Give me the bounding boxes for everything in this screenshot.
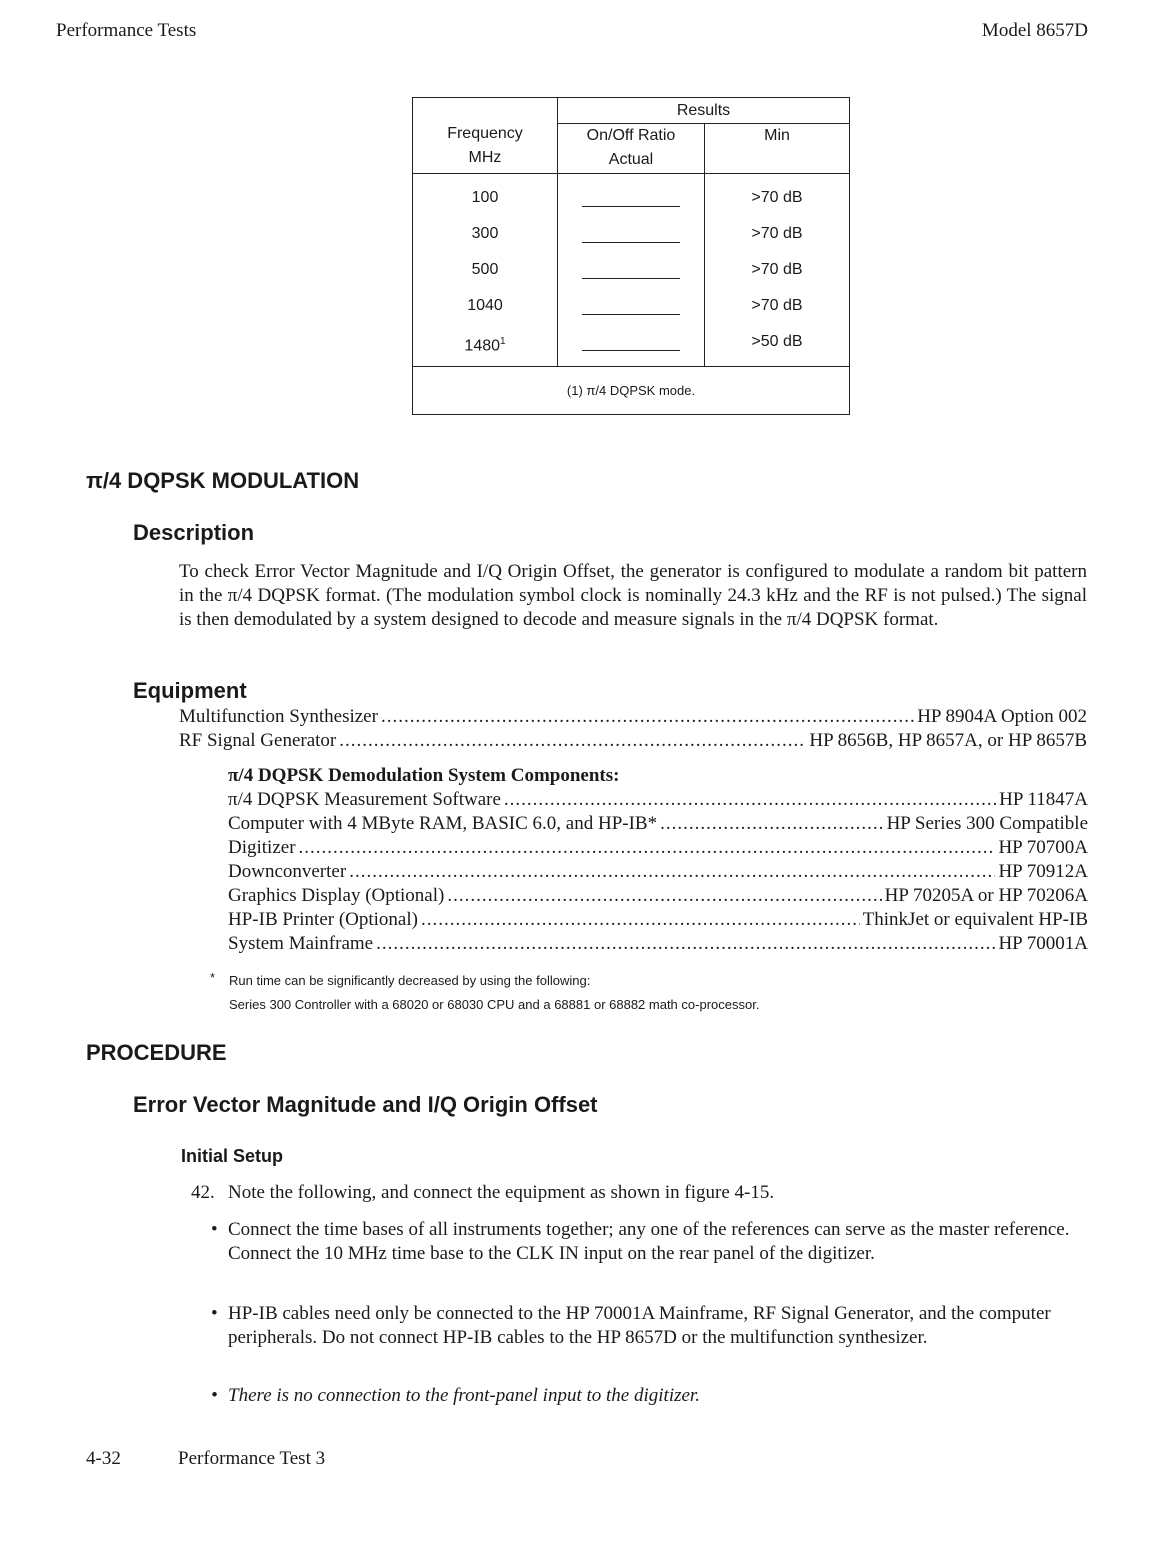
demod-components-heading: π/4 DQPSK Demodulation System Components: (228, 765, 620, 786)
frequency-unit: MHz (468, 148, 502, 166)
step-text: Note the following, and connect the equipment as shown in figure 4-15. (228, 1182, 775, 1203)
col-group-results: Results (558, 98, 850, 124)
frequency-column (413, 174, 558, 367)
actual-label: On/Off Ratio (586, 127, 676, 144)
equipment-item: Digitizer ..... HP 70700A (228, 836, 1088, 860)
actual-entry-blank[interactable] (582, 332, 680, 351)
actual-entry-blank[interactable] (582, 296, 680, 315)
equipment-footnote-mark: * (210, 970, 216, 985)
results-table (412, 97, 850, 415)
actual-entry-blank[interactable] (582, 224, 680, 243)
description-text: To check Error Vector Magnitude and I/Q Origin Offset, the generator is configured to modulate a random bit pattern in the π/4 DQPSK format. (The modulation symbol clock is nominally 24.3 kHz and the RF is not pulsed.) The signal is then demodulated by a system designed to decode and measure signals in the π/4 DQPSK format. (179, 561, 1087, 630)
actual-entry-blank[interactable] (582, 188, 680, 207)
description-heading: Description (133, 520, 255, 545)
equipment-item: Computer with 4 MByte RAM, BASIC 6.0, and HP-IB* ..... HP Series 300 Compatible (228, 812, 1088, 836)
running-header-left: Performance Tests (56, 20, 197, 41)
procedure-heading: PROCEDURE (86, 1040, 227, 1065)
equipment-item: HP-IB Printer (Optional) ..... ThinkJet or equivalent HP-IB (228, 908, 1088, 932)
equipment-item: RF Signal Generator ..... HP 8656B, HP 8657A, or HP 8657B (179, 729, 1087, 753)
demod-components-list (228, 764, 1088, 956)
equipment-item: Downconverter ..... HP 70912A (228, 860, 1088, 884)
table-footnote: (1) π/4 DQPSK mode. (413, 367, 850, 415)
equipment-item: System Mainframe ..... HP 70001A (228, 932, 1088, 956)
equipment-heading: Equipment (133, 678, 247, 703)
equipment-list (179, 705, 1087, 753)
bullet-item: • Connect the time bases of all instruments together; any one of the references can serve as the master reference. Connect the 10 MHz time base to the CLK IN input on the rear panel of the digitizer. (211, 1219, 1070, 1264)
equipment-footnote-2: Series 300 Controller with a 68020 or 68030 CPU and a 68881 or 68882 math co-processor. (229, 997, 760, 1012)
footer-section: Performance Test 3 (178, 1448, 326, 1469)
col-header-frequency (413, 98, 558, 174)
col-header-min: Min (705, 124, 850, 174)
table-row-freq: 1040 (467, 297, 503, 314)
table-row-freq: 300 (471, 225, 499, 242)
procedure-subheading: Error Vector Magnitude and I/Q Origin Offset (133, 1092, 598, 1117)
bullet-item: • HP-IB cables need only be connected to the HP 70001A Mainframe, RF Signal Generator, and the computer peripherals. Do not connect HP-IB cables to the HP 8657D or the multifunction synthesizer. (211, 1303, 1051, 1348)
actual-sub-label: Actual (608, 151, 654, 168)
table-row-freq: 500 (471, 261, 499, 278)
page-number: 4-32 (86, 1448, 121, 1469)
col-header-actual (558, 124, 705, 174)
table-row-freq: 1480$^1$ (464, 336, 506, 355)
initial-setup-heading: Initial Setup (181, 1146, 284, 1166)
frequency-label: Frequency (447, 124, 523, 142)
equipment-item: Multifunction Synthesizer ..... HP 8904A Option 002 (179, 705, 1087, 729)
actual-column (558, 174, 705, 367)
actual-entry-blank[interactable] (582, 260, 680, 279)
equipment-item: π/4 DQPSK Measurement Software ..... HP 11847A (228, 788, 1088, 812)
section-title: π/4 DQPSK MODULATION (86, 468, 360, 493)
running-header-right: Model 8657D (981, 20, 1088, 41)
equipment-item: Graphics Display (Optional) ..... HP 70205A or HP 70206A (228, 884, 1088, 908)
min-column: >70 dB >70 dB >70 dB >70 dB >50 dB (705, 174, 850, 367)
table-row-freq: 100 (471, 189, 499, 206)
equipment-footnote-1: Run time can be significantly decreased by using the following: (229, 973, 591, 988)
step-number: 42. (191, 1182, 215, 1203)
bullet-item: • There is no connection to the front-panel input to the digitizer. (211, 1385, 700, 1406)
